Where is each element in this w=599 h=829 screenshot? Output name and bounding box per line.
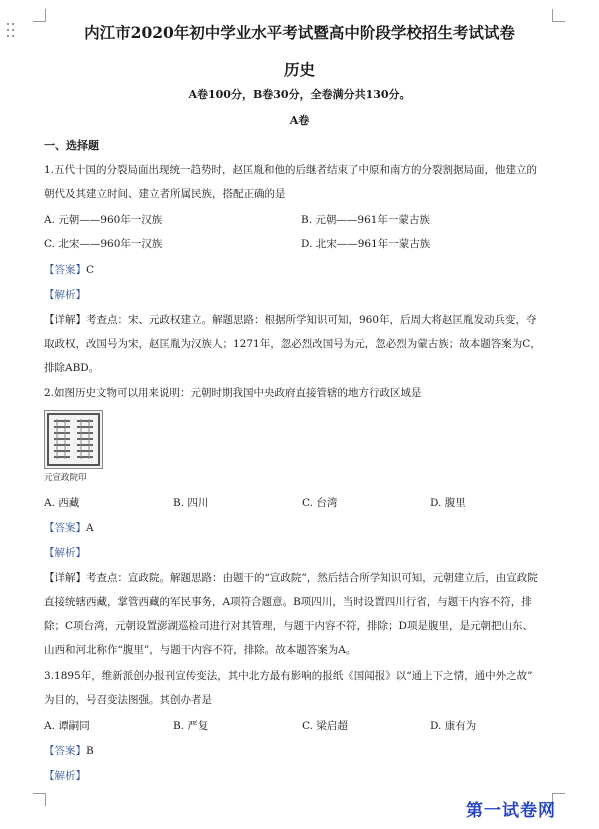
- seal-caption: 元宣政院印: [44, 473, 87, 483]
- q3-option-c: C. 梁启超: [302, 720, 348, 732]
- q3-answer: [44, 743, 94, 758]
- answer-tag: 【答案】: [44, 264, 86, 276]
- q2-detail-line2: 直接统辖西藏，掌管西藏的军民事务，A项符合题意。B项四川，当时设置四川行省，与题干内容不符，排: [44, 596, 532, 608]
- q3-analysis: [44, 768, 86, 783]
- q1-option-d: D. 北宋——961年一蒙古族: [301, 238, 431, 250]
- detail-tag: 【详解】: [44, 572, 86, 584]
- q2-answer: [44, 520, 94, 535]
- q3-option-b: B. 严复: [173, 720, 209, 732]
- q2-detail-line3: 除；C项台湾，元朝设置澎湖巡检司进行对其管理，与题干内容不符，排除；D项是腹里，是元朝把山东、: [44, 620, 533, 632]
- q1-option-a: A. 元朝——960年一汉族: [44, 214, 163, 226]
- q2-detail-line1: [44, 570, 538, 585]
- detail-tag: 【详解】: [44, 314, 86, 326]
- q2-option-a: A. 西藏: [44, 497, 80, 509]
- q3-stem-line2: 为目的，号召变法图强。其创办者是: [44, 694, 212, 706]
- q2-option-c: C. 台湾: [302, 497, 338, 509]
- q1-detail-text1: 考查点：宋、元政权建立。解题思路：根据所学知识可知，960年，后周大将赵匡胤发动兵变，夺: [86, 314, 537, 326]
- q1-detail-line3: 排除ABD。: [44, 362, 100, 374]
- q1-stem-line2: 朝代及其建立时间、建立者所属民族，搭配正确的是: [44, 188, 286, 200]
- q2-detail-line4: 山西和河北称作“腹里”，与题干内容不符，排除。故本题答案为A。: [44, 644, 357, 656]
- q1-detail-line1: [44, 312, 537, 327]
- q3-option-a: A. 谭嗣同: [44, 720, 90, 732]
- q2-option-d: D. 腹里: [430, 497, 466, 509]
- analysis-tag: 【解析】: [44, 289, 86, 301]
- corner-mark-bottom-left: [33, 793, 46, 806]
- q1-detail-line2: 取政权，改国号为宋，赵匡胤为汉族人；1271年，忽必烈改国号为元，忽必烈为蒙古族；故本题答案为C，: [44, 338, 541, 350]
- answer-tag: 【答案】: [44, 745, 86, 757]
- analysis-tag: 【解析】: [44, 770, 86, 782]
- subject-title: 历史: [283, 60, 315, 79]
- q1-stem-line1: 1.五代十国的分裂局面出现统一趋势时，赵匡胤和他的后继者结束了中原和南方的分裂割据局面，他建立的: [44, 164, 538, 176]
- seal-image: [44, 410, 103, 469]
- score-note: A卷100分，B卷30分，全卷满分共130分。: [188, 88, 411, 101]
- q2-answer-value: A: [86, 522, 94, 534]
- analysis-tag: 【解析】: [44, 547, 86, 559]
- exam-title: 内江市2020年初中学业水平考试暨高中阶段学校招生考试试卷: [84, 23, 515, 42]
- site-watermark: 第一试卷网: [466, 801, 556, 821]
- part-label: A卷: [289, 114, 310, 127]
- q2-analysis: [44, 545, 86, 560]
- q2-option-b: B. 四川: [173, 497, 209, 509]
- q2-detail-text1: 考查点：宣政院。解题思路：由题干的“宣政院”，然后结合所学知识可知，元朝建立后，由宣政院: [86, 572, 538, 584]
- q1-answer-value: C: [86, 264, 95, 276]
- section-heading: 一、选择题: [44, 139, 99, 152]
- q1-answer: [44, 262, 94, 277]
- answer-tag: 【答案】: [44, 522, 86, 534]
- q3-option-d: D. 康有为: [430, 720, 477, 732]
- q2-stem: 2.如图历史文物可以用来说明：元朝时期我国中央政府直接管辖的地方行政区域是: [44, 387, 422, 399]
- q3-stem-line1: 3.1895年，维新派创办报刊宣传变法，其中北方最有影响的报纸《国闻报》以“通上下之情，通中外之故”: [44, 670, 533, 682]
- q1-option-b: B. 元朝——961年一蒙古族: [301, 214, 430, 226]
- q3-answer-value: B: [86, 745, 94, 757]
- q1-analysis: [44, 287, 86, 302]
- q1-option-c: C. 北宋——960年一汉族: [44, 238, 163, 250]
